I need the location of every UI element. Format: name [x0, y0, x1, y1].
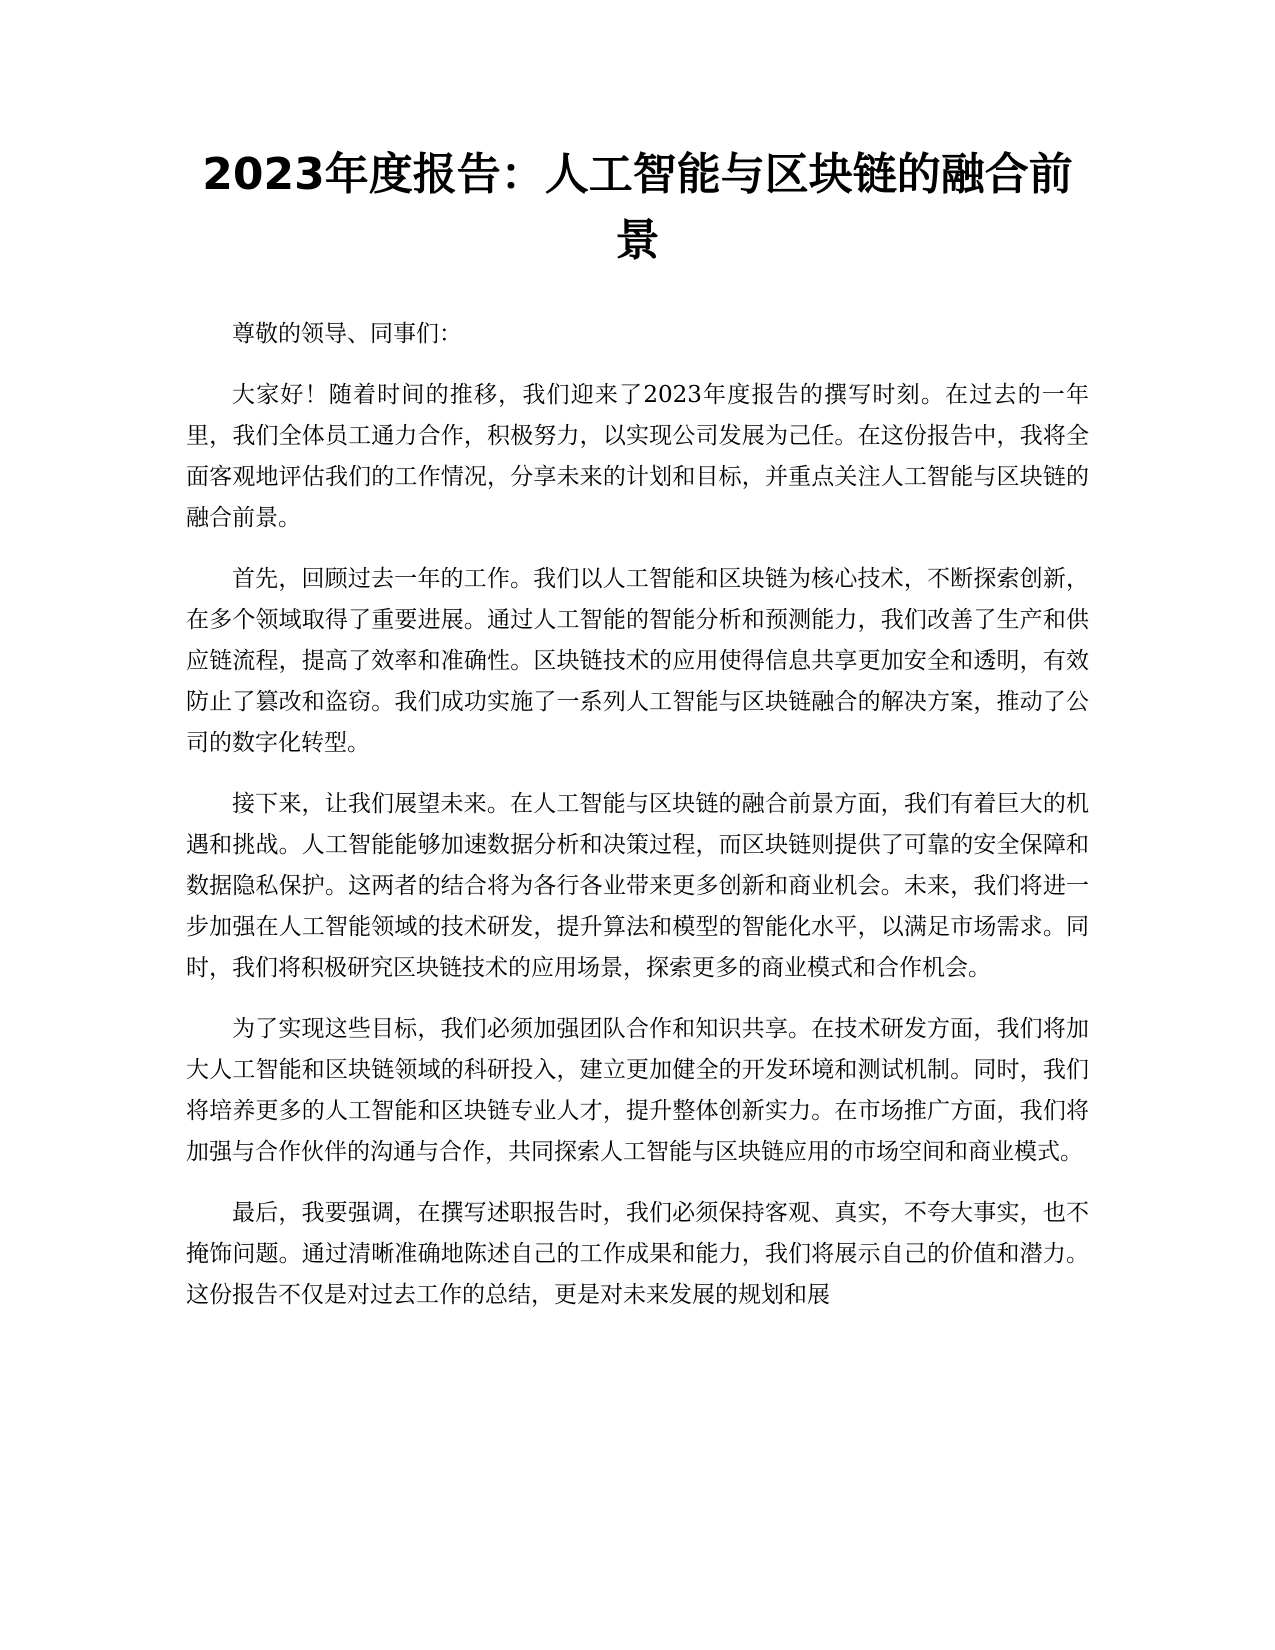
paragraph-intro: 大家好！随着时间的推移，我们迎来了2023年度报告的撰写时刻。在过去的一年里，我们全体员工通力合作，积极努力，以实现公司发展为己任。在这份报告中，我将全面客观地评估我们的工作情况，分享未来的计划和目标，并重点关注人工智能与区块链的融合前景。 — [186, 382, 1089, 531]
paragraph-goals: 为了实现这些目标，我们必须加强团队合作和知识共享。在技术研发方面，我们将加大人工智能和区块链领域的科研投入，建立更加健全的开发环境和测试机制。同时，我们将培养更多的人工智能和区块链专业人才，提升整体创新实力。在市场推广方面，我们将加强与合作伙伴的沟通与合作，共同探索人工智能与区块链应用的市场空间和商业模式。 — [186, 1016, 1089, 1165]
salutation: 尊敬的领导、同事们： — [232, 321, 462, 347]
paragraph-review: 首先，回顾过去一年的工作。我们以人工智能和区块链为核心技术，不断探索创新，在多个领域取得了重要进展。通过人工智能的智能分析和预测能力，我们改善了生产和供应链流程，提高了效率和准确性。区块链技术的应用使得信息共享更加安全和透明，有效防止了篡改和盗窃。我们成功实施了一系列人工智能与区块链融合的解决方案，推动了公司的数字化转型。 — [186, 566, 1089, 756]
document-title: 2023年度报告：人工智能与区块链的融合前景 — [202, 149, 1073, 266]
paragraph-outlook: 接下来，让我们展望未来。在人工智能与区块链的融合前景方面，我们有着巨大的机遇和挑战。人工智能能够加速数据分析和决策过程，而区块链则提供了可靠的安全保障和数据隐私保护。这两者的结合将为各行各业带来更多创新和商业机会。未来，我们将进一步加强在人工智能领域的技术研发，提升算法和模型的智能化水平，以满足市场需求。同时，我们将积极研究区块链技术的应用场景，探索更多的商业模式和合作机会。 — [186, 791, 1089, 981]
paragraph-closing: 最后，我要强调，在撰写述职报告时，我们必须保持客观、真实，不夸大事实，也不掩饰问题。通过清晰准确地陈述自己的工作成果和能力，我们将展示自己的价值和潜力。这份报告不仅是对过去工作的总结，更是对未来发展的规划和展 — [186, 1200, 1089, 1308]
